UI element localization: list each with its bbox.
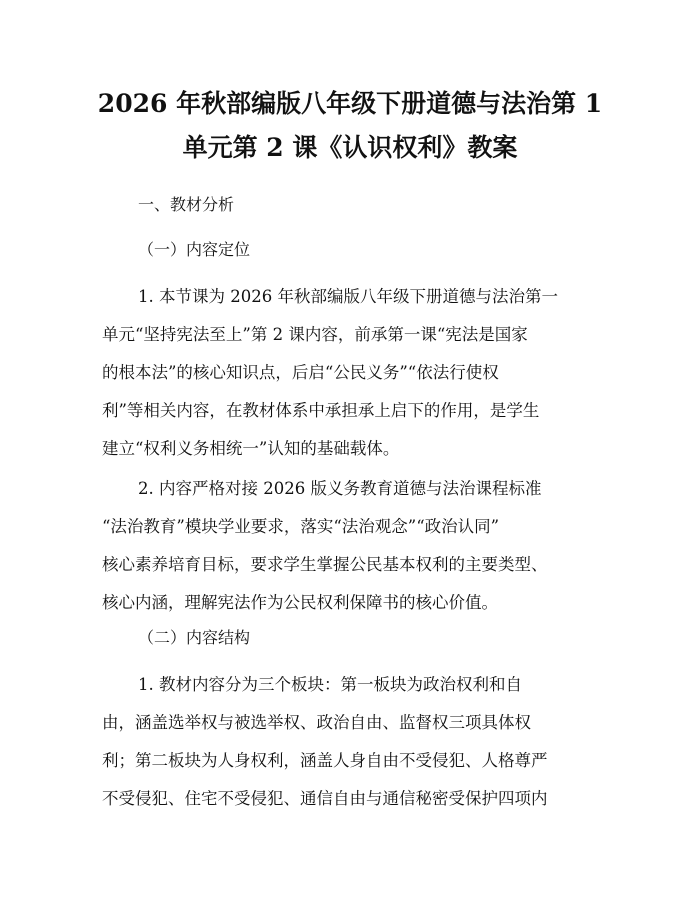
paragraph-1	[102, 278, 602, 468]
paragraph-3-line: 不受侵犯、住宅不受侵犯、通信自由与通信秘密受保护四项内	[102, 789, 548, 808]
paragraph-3-line: 利；第二板块为人身权利，涵盖人身自由不受侵犯、人格尊严	[102, 751, 548, 770]
paragraph-1-line: 建立“权利义务相统一”认知的基础载体。	[102, 439, 400, 458]
paragraph-3	[102, 666, 602, 818]
paragraph-3-line: 1. 教材内容分为三个板块：第一板块为政治权利和自	[138, 675, 522, 694]
paragraph-1-line: 的根本法”的核心知识点，后启“公民义务”“依法行使权	[102, 363, 499, 382]
paragraph-2-line: 2. 内容严格对接 2026 版义务教育道德与法治课程标准	[138, 479, 542, 498]
paragraph-2-line: 核心素养培育目标，要求学生掌握公民基本权利的主要类型、	[102, 555, 548, 574]
paragraph-3-line: 由，涵盖选举权与被选举权、政治自由、监督权三项具体权	[102, 713, 531, 732]
section-heading-teaching-material-analysis: 一、教材分析	[138, 195, 235, 214]
paragraph-2-line: “法治教育”模块学业要求，落实“法治观念”“政治认同”	[102, 517, 500, 536]
subsection-heading-content-positioning: （一）内容定位	[138, 240, 251, 259]
paragraph-1-line: 1. 本节课为 2026 年秋部编版八年级下册道德与法治第一	[138, 287, 558, 306]
document-title-line-2: 单元第 2 课《认识权利》教案	[182, 133, 518, 162]
paragraph-1-line: 利”等相关内容，在教材体系中承担承上启下的作用，是学生	[102, 401, 540, 420]
paragraph-2	[102, 470, 602, 622]
subsection-heading-content-structure: （二）内容结构	[138, 628, 251, 647]
document-title-line-1: 2026 年秋部编版八年级下册道德与法治第 1	[97, 89, 603, 118]
paragraph-1-line: 单元“坚持宪法至上”第 2 课内容，前承第一课“宪法是国家	[102, 325, 528, 344]
paragraph-2-line: 核心内涵，理解宪法作为公民权利保障书的核心价值。	[102, 593, 498, 612]
